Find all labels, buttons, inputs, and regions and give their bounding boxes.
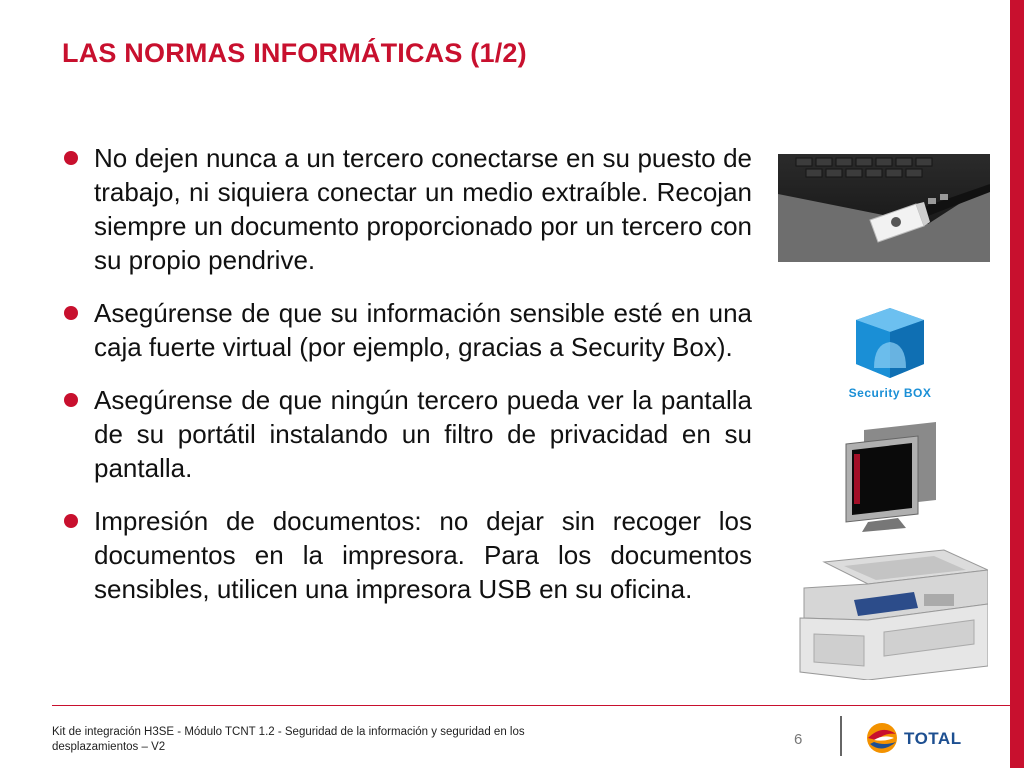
bullet-item xyxy=(62,141,752,277)
printer-image xyxy=(794,548,988,680)
bullet-dot xyxy=(64,393,78,407)
bullet-dot xyxy=(64,306,78,320)
bullet-text: Asegúrense de que ningún tercero pueda ver la pantalla de su portátil instalando un filtro de privacidad en su pantalla. xyxy=(94,385,752,483)
total-logo-icon xyxy=(864,720,900,756)
footer-divider xyxy=(52,705,1010,706)
page-number: 6 xyxy=(794,731,803,748)
cube-icon xyxy=(834,306,946,380)
security-box-image xyxy=(834,306,946,406)
bullet-text: Impresión de documentos: no dejar sin recoger los documentos en la impresora. Para los documentos sensibles, utilicen una impresora USB en su oficina. xyxy=(94,506,752,604)
usb-laptop-image xyxy=(778,154,990,262)
bullet-dot xyxy=(64,514,78,528)
footer-separator xyxy=(840,716,842,756)
bullet-text: No dejen nunca a un tercero conectarse en su puesto de trabajo, ni siquiera conectar un medio extraíble. Recojan siempre un documento proporcionado por un tercero con su propio pendrive. xyxy=(94,143,752,275)
bullet-list xyxy=(62,141,752,625)
footer-text: Kit de integración H3SE - Módulo TCNT 1.2 - Seguridad de la información y seguridad en los desplazamientos – V2 xyxy=(52,726,525,753)
right-accent-bar xyxy=(1010,0,1024,768)
bullet-item xyxy=(62,296,752,364)
security-box-label: Security BOX xyxy=(848,386,932,400)
bullet-item xyxy=(62,383,752,485)
privacy-filter-image xyxy=(840,422,940,532)
slide-title: LAS NORMAS INFORMÁTICAS (1/2) xyxy=(62,38,527,68)
bullet-item xyxy=(62,504,752,606)
total-logo-text: TOTAL xyxy=(904,729,962,748)
bullet-dot xyxy=(64,151,78,165)
bullet-text: Asegúrense de que su información sensible esté en una caja fuerte virtual (por ejemplo, gracias a Security Box). xyxy=(94,298,752,362)
